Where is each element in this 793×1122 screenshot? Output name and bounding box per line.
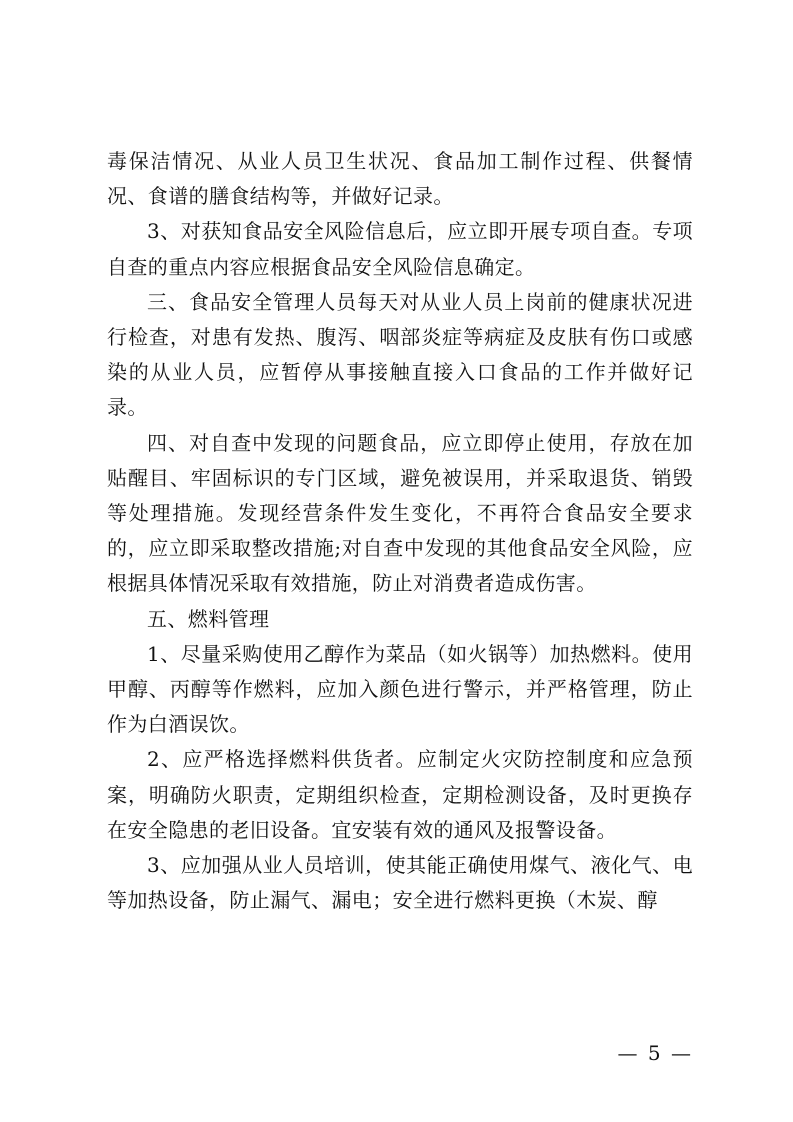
paragraph-6: 1、尽量采购使用乙醇作为菜品（如火锅等）加热燃料。使用甲醇、丙醇等作燃料，应加入颜色进行警示，并严格管理，防止作为白酒误饮。 <box>107 641 693 737</box>
paragraph-8: 3、应加强从业人员培训，使其能正确使用煤气、液化气、电等加热设备，防止漏气、漏电；安全进行燃料更换（木炭、醇 <box>107 853 693 913</box>
paragraph-2: 3、对获知食品安全风险信息后，应立即开展专项自查。专项自查的重点内容应根据食品安全风险信息确定。 <box>107 219 693 279</box>
section-heading-fuel-management: 五、燃料管理 <box>147 606 270 631</box>
paragraph-7: 2、应严格选择燃料供货者。应制定火灾防控制度和应急预案，明确防火职责，定期组织检查，定期检测设备，及时更换存在安全隐患的老旧设备。宜安装有效的通风及报警设备。 <box>107 747 693 842</box>
page-number: — 5 — <box>617 1041 693 1065</box>
paragraph-4: 四、对自查中发现的问题食品，应立即停止使用，存放在加贴醒目、牢固标识的专门区域，避免被误用，并采取退货、销毁等处理措施。发现经营条件发生变化，不再符合食品安全要求的，应立即采取整改措施;对自查中发现的其他食品安全风险，应根据具体情况采取有效措施，防止对消费者造成伤害。 <box>107 430 693 596</box>
document-body <box>107 144 693 918</box>
paragraph-3: 三、食品安全管理人员每天对从业人员上岗前的健康状况进行检查，对患有发热、腹泻、咽部炎症等病症及皮肤有伤口或感染的从业人员，应暂停从事接触直接入口食品的工作并做好记录。 <box>107 289 693 420</box>
paragraph-1: 毒保洁情况、从业人员卫生状况、食品加工制作过程、供餐情况、食谱的膳食结构等，并做好记录。 <box>107 149 693 209</box>
